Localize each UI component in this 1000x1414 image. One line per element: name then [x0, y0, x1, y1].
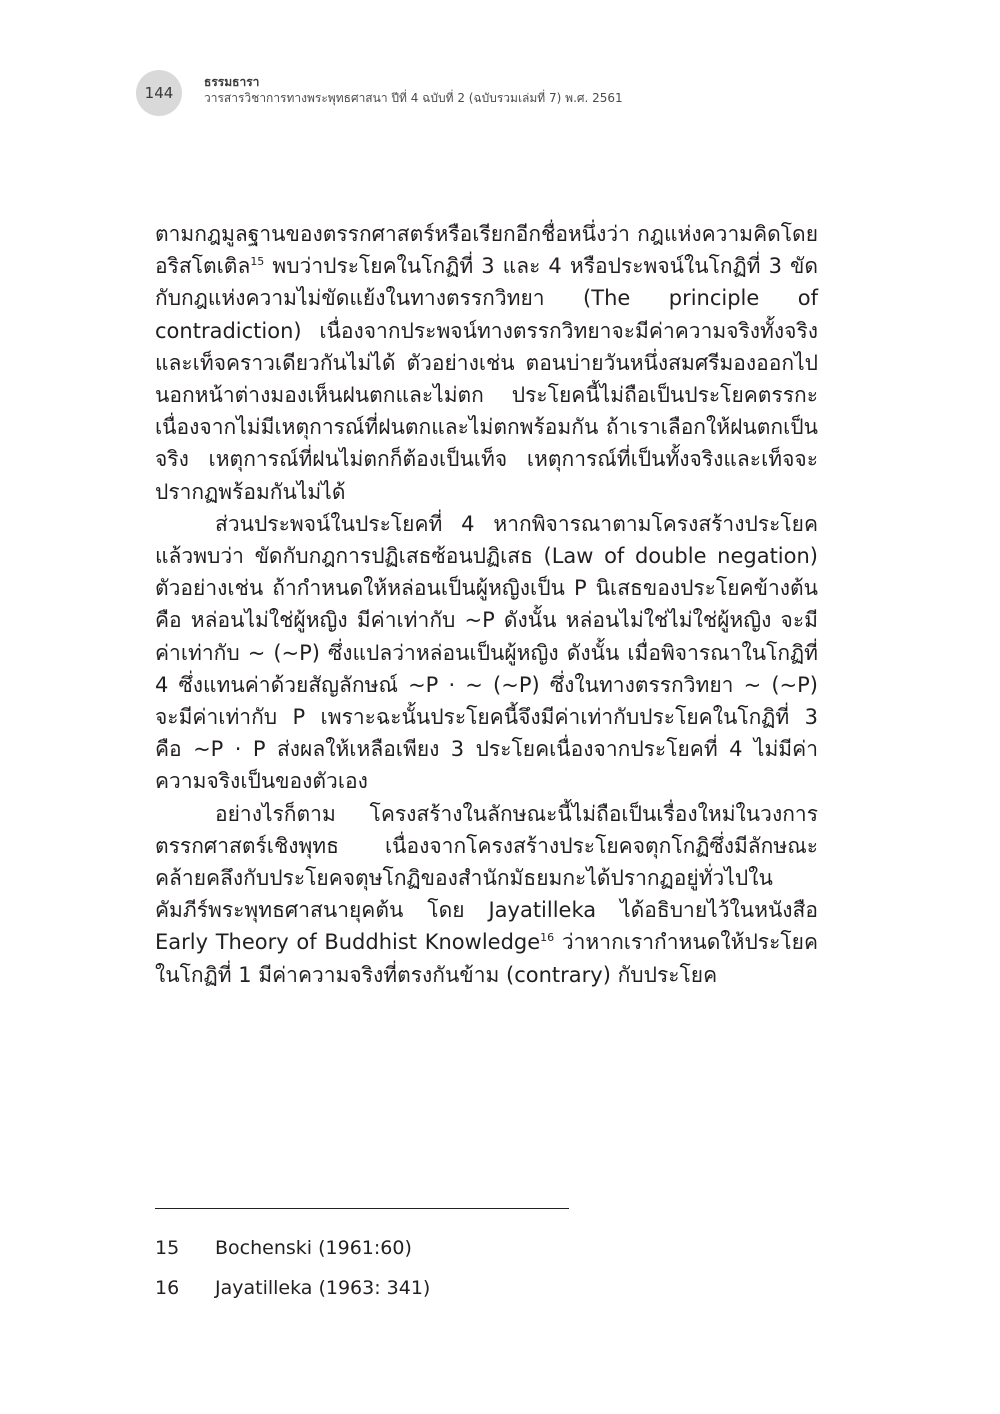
body-text: [155, 218, 818, 991]
footnote-15: [155, 1228, 818, 1268]
footnote-text: Jayatilleka (1963: 341): [215, 1277, 431, 1299]
footnote-number: 16: [155, 1277, 180, 1299]
journal-name: ธรรมธารา: [204, 75, 260, 89]
journal-issue: วารสารวิชาการทางพระพุทธศาสนา ปีที่ 4 ฉบับที่ 2 (ฉบับรวมเล่มที่ 7) พ.ศ. 2561: [204, 91, 623, 106]
page-number-text: 144: [144, 84, 174, 102]
paragraph-3-text-a: อย่างไรก็ตาม โครงสร้างในลักษณะนี้ไม่ถือเป็นเรื่องใหม่ในวงการตรรกศาสตร์เชิงพุทธ เนื่องจากโครงสร้างประโยคจตุกโกฏิซึ่งมีลักษณะคล้ายคลึงกับประโยคจตุษโกฏิของสำนักมัธยมกะได้ปรากฏอยู่ทั่วไปในคัมภีร์พระพุทธศาสนายุคต้น โดย Jayatilleka ได้อธิบายไว้ในหนังสือ Early Theory of Buddhist Knowledge: [155, 801, 818, 955]
running-header: [204, 74, 623, 106]
paragraph-1-text-a: ตามกฎมูลฐานของตรรกศาสตร์หรือเรียกอีกชื่อหนึ่งว่า กฎแห่งความคิดโดยอริสโตเติล: [155, 222, 818, 279]
paragraph-1-text-b: พบว่าประโยคในโกฏิที่ 3 และ 4 หรือประพจน์ในโกฏิที่ 3 ขัดกับกฎแห่งความไม่ขัดแย้งในทางตรรกวิทยา (The principle of contradiction) เนื่องจากประพจน์ทางตรรกวิทยาจะมีค่าความจริงทั้งจริงและเท็จคราวเดียวกันไม่ได้ ตัวอย่างเช่น ตอนบ่ายวันหนึ่งสมศรีมองออกไปนอกหน้าต่างมองเห็นฝนตกและไม่ตก ประโยคนี้ไม่ถือเป็นประโยคตรรกะ เนื่องจากไม่มีเหตุการณ์ที่ฝนตกและไม่ตกพร้อมกัน ถ้าเราเลือกให้ฝนตกเป็นจริง เหตุการณ์ที่ฝนไม่ตกก็ต้องเป็นเท็จ เหตุการณ์ที่เป็นทั้งจริงและเท็จจะปรากฏพร้อมกันไม่ได้: [155, 254, 818, 504]
footnotes: [155, 1228, 818, 1308]
paragraph-1: [155, 218, 818, 508]
paragraph-3: [155, 798, 818, 991]
page-number: [136, 70, 182, 116]
paragraph-2: ส่วนประพจน์ในประโยคที่ 4 หากพิจารณาตามโครงสร้างประโยคแล้วพบว่า ขัดกับกฎการปฏิเสธซ้อนปฏิเสธ (Law of double negation) ตัวอย่างเช่น ถ้ากำหนดให้หล่อนเป็นผู้หญิงเป็น P นิเสธของประโยคข้างต้นคือ หล่อนไม่ใช่ผู้หญิง มีค่าเท่ากับ ~P ดังนั้น หล่อนไม่ใช่ไม่ใช่ผู้หญิง จะมีค่าเท่ากับ ~ (~P) ซึ่งแปลว่าหล่อนเป็นผู้หญิง ดังนั้น เมื่อพิจารณาในโกฏิที่ 4 ซึ่งแทนค่าด้วยสัญลักษณ์ ~P · ~ (~P) ซึ่งในทางตรรกวิทยา ~ (~P) จะมีค่าเท่ากับ P เพราะฉะนั้นประโยคนี้จึงมีค่าเท่ากับประโยคในโกฏิที่ 3 คือ ~P · P ส่งผลให้เหลือเพียง 3 ประโยคเนื่องจากประโยคที่ 4 ไม่มีค่าความจริงเป็นของตัวเอง: [155, 511, 818, 794]
footnote-ref-16: 16: [540, 931, 555, 945]
footnote-text: Bochenski (1961:60): [215, 1237, 412, 1259]
footnote-number: 15: [155, 1237, 180, 1259]
footnote-16: [155, 1268, 818, 1308]
footnote-ref-15: 15: [250, 255, 265, 269]
footnote-divider: [155, 1208, 569, 1209]
paragraph-3-text-b: ว่าหากเรากำหนดให้ประโยคในโกฏิที่ 1 มีค่าความจริงที่ตรงกันข้าม (contrary) กับประโยค: [155, 930, 818, 987]
